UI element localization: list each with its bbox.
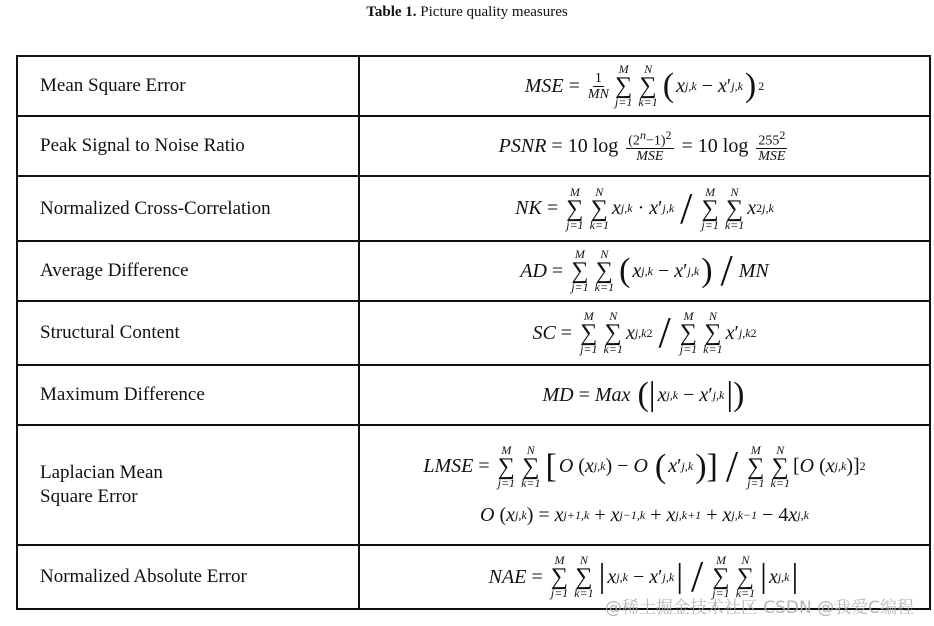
- table-caption-label: Table 1.: [366, 4, 417, 20]
- table-row: [17, 56, 930, 116]
- table-caption-text: Picture quality measures: [420, 4, 568, 20]
- table-row: [17, 365, 930, 425]
- table-row: [17, 301, 930, 365]
- measure-formula: SC = M ∑ j=1 N ∑ k=1 x j,k 2 / M ∑ j=1 N ∑ k=1 x ′ j,k 2: [359, 301, 930, 365]
- table-caption: [0, 4, 934, 21]
- table-row: [17, 116, 930, 176]
- measure-name: Normalized Absolute Error: [17, 545, 359, 609]
- measure-name-line1: Laplacian Mean: [40, 462, 163, 483]
- measure-name: Peak Signal to Noise Ratio: [17, 116, 359, 176]
- measure-name: Maximum Difference: [17, 365, 359, 425]
- measure-formula: NK = M ∑ j=1 N ∑ k=1 x j,k · x ′ j,k / M ∑ j=1 N ∑ k=1 x 2 j,k: [359, 176, 930, 241]
- measure-name: Average Difference: [17, 241, 359, 301]
- measure-formula: MSE = $\frac{1}{MN}$ M ∑ j=1 N ∑ k=1 ( x j,k − x ′ j,k ) 2: [359, 56, 930, 116]
- measure-formula: LMSE = M ∑ j=1 N ∑ k=1 [ O ( x j,k ) − O ( x ′ j,k )] / M ∑ j=1 N ∑ k=1 [ O ( x j,k )] 2 O ( x j,k ) = x j+1,k + x j−1,k + x j,k+1 + x j,k−1 − 4 x j,k: [359, 425, 930, 545]
- measure-name: Structural Content: [17, 301, 359, 365]
- table-row: [17, 241, 930, 301]
- watermark: @稀土掘金技术社区 CSDN @我爱C编程: [604, 598, 914, 618]
- table-row: [17, 425, 930, 545]
- measure-name: Normalized Cross-Correlation: [17, 176, 359, 241]
- measure-formula: MD = Max (| x j,k − x ′ j,k |): [359, 365, 930, 425]
- quality-measures-table: [16, 55, 931, 610]
- measure-name-line2: Square Error: [40, 486, 138, 507]
- measure-name: [17, 425, 359, 545]
- measure-formula: AD = M ∑ j=1 N ∑ k=1 ( x j,k − x ′ j,k ) / MN: [359, 241, 930, 301]
- measure-formula: PSNR = 10 log $\frac{(2^n-1)^2}{\text{MSE}}$ = 10 log $\frac{255^2}{\text{MSE}}$: [359, 116, 930, 176]
- measure-name: Mean Square Error: [17, 56, 359, 116]
- measure-formula: NAE = M ∑ j=1 N ∑ k=1 | x j,k − x ′ j,k | / M ∑ j=1 N ∑ k=1 | x j,k |: [359, 545, 930, 609]
- table-row: [17, 176, 930, 241]
